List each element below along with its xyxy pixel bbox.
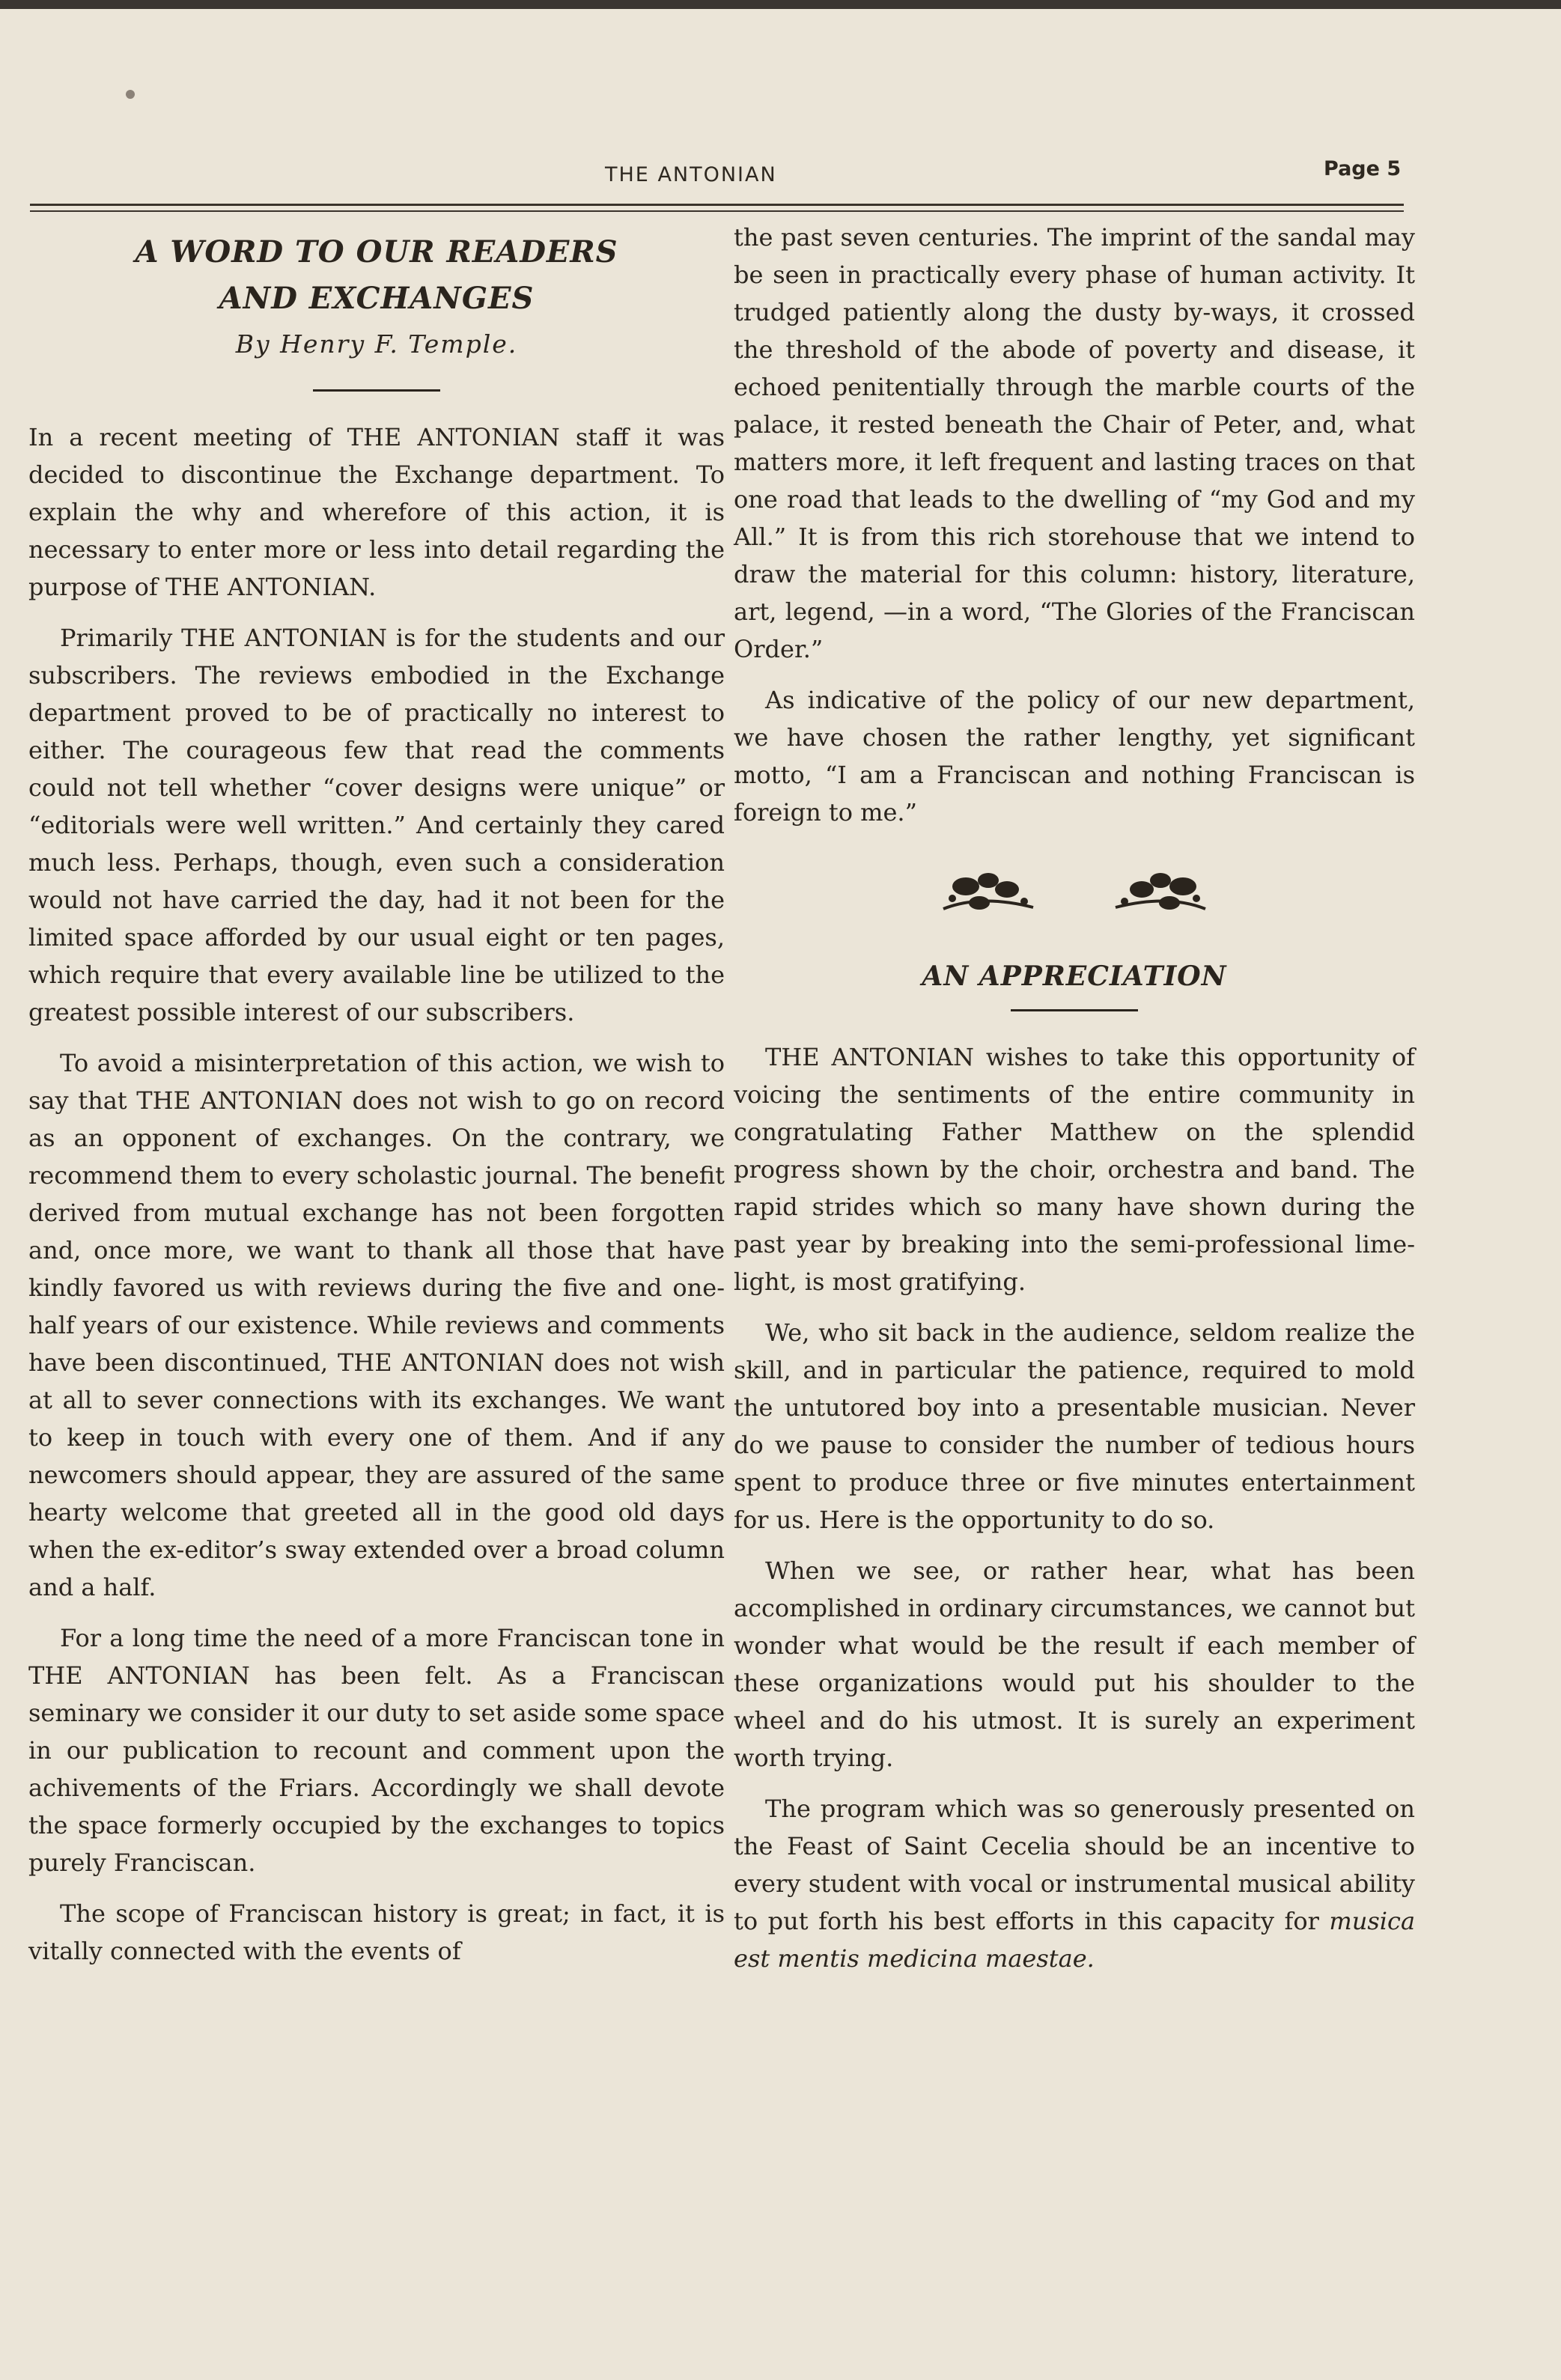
section-ornament bbox=[734, 864, 1415, 924]
section-title-appreciation: AN APPRECIATION bbox=[922, 961, 1227, 992]
running-header bbox=[0, 157, 1561, 201]
article-title-line2: AND EXCHANGES bbox=[219, 281, 535, 316]
appreciation-paragraph-2: We, who sit back in the audience, seldom realize the skill, and in particular the patience, required to mold the untutored boy into a presentable musician. Never do we pause to consider the number of tedious hours spent to produce three or five minutes entertainment for us. Here is the opportunity to do so. bbox=[734, 1318, 1415, 1534]
appreciation-paragraph-3: When we see, or rather hear, what has been accomplished in ordinary circumstances, we cannot but wonder what would be the result if each member of these organizations would put his shoulder to the wheel and do his utmost. It is surely an experiment worth trying. bbox=[734, 1556, 1415, 1772]
page-number: Page 5 bbox=[1324, 157, 1402, 180]
article-paragraph-5: The scope of Franciscan history is great; in fact, it is vitally connected with the events of bbox=[28, 1899, 725, 1965]
scan-top-edge bbox=[0, 0, 1561, 9]
floral-ornament-icon bbox=[936, 864, 1041, 924]
article-paragraph-3: To avoid a misinterpretation of this action, we wish to say that THE ANTONIAN does not wish to go on record as an opponent of exchanges. On the contrary, we recommend them to every scholastic journal. The benefit derived from mutual exchange has not been forgotten and, once more, we want to thank all those that have kindly favored us with reviews during the five and one-half years of our existence. While reviews and comments have been discontinued, THE ANTONIAN does not wish at all to sever connections with its exchanges. We want to keep in touch with every one of them. And if any newcomers should appear, they are assured of the same hearty welcome that greeted all in the good old days when the ex-editor’s sway extended over a broad column and a half. bbox=[28, 1049, 725, 1601]
appreciation-paragraph-4-text: The program which was so generously presented on the Feast of Saint Cecelia should be an incentive to every student with vocal or instrumental musical ability to put forth his best efforts in this capacity for bbox=[734, 1795, 1415, 1935]
page-blemish bbox=[126, 90, 135, 99]
section-separator bbox=[1011, 1009, 1138, 1011]
article-paragraph-5-continued: the past seven centuries. The imprint of the sandal may be seen in practically every phase of human activity. It trudged patiently along the dusty by-ways, it crossed the threshold of the abode of poverty and disease, it echoed penitentially through the marble courts of the palace, it rested beneath the Chair of Peter, and, what matters more, it left frequent and lasting traces on that one road that leads to the dwelling of “my God and my All.” It is from this rich storehouse that we intend to draw the material for this column: history, literature, art, legend, —in a word, “The Glories of the Franciscan Order.” bbox=[734, 223, 1415, 663]
article-paragraph-4: For a long time the need of a more Franciscan tone in THE ANTONIAN has been felt. As a Franciscan seminary we consider it our duty to set aside some space in our publication to recount and comment upon the achivements of the Friars. Accordingly we shall devote the space formerly occupied by the exchanges to topics purely Franciscan. bbox=[28, 1624, 725, 1877]
latin-motto: musica est mentis medicina maestae. bbox=[734, 1907, 1416, 1973]
article-paragraph-2: Primarily THE ANTONIAN is for the students and our subscribers. The reviews embodied in the Exchange department proved to be of practically no interest to either. The courageous few that read the comments could not tell whether “cover designs were unique” or “editorials were well written.” And certainly they cared much less. Perhaps, though, even such a consideration would not have carried the day, had it not been for the limited space afforded by our usual eight or ten pages, which require that every available line be utilized to the greatest possible interest of our subscribers. bbox=[28, 624, 725, 1026]
appreciation-paragraph-1: THE ANTONIAN wishes to take this opportunity of voicing the sentiments of the entire community in congratulating Father Matthew on the splendid progress shown by the choir, orchestra and band. The rapid strides which so many have shown during the past year by breaking into the semi-professional lime-light, is most gratifying. bbox=[734, 1043, 1415, 1296]
appreciation-paragraph-4 bbox=[734, 1790, 1415, 1977]
floral-ornament-icon bbox=[1108, 864, 1213, 924]
running-title: THE ANTONIAN bbox=[605, 163, 777, 186]
article-paragraph-1: In a recent meeting of THE ANTONIAN staff it was decided to discontinue the Exchange department. To explain the why and wherefore of this action, it is necessary to enter more or less into detail regarding the purpose of THE ANTONIAN. bbox=[28, 423, 725, 601]
article-paragraph-6: As indicative of the policy of our new department, we have chosen the rather lengthy, yet significant motto, “I am a Franciscan and nothing Franciscan is foreign to me.” bbox=[734, 686, 1415, 827]
header-rule bbox=[30, 204, 1404, 206]
header-rule-double bbox=[30, 210, 1404, 212]
title-separator bbox=[313, 389, 440, 392]
left-column bbox=[28, 229, 725, 1983]
article-title-line1: A WORD TO OUR READERS bbox=[135, 234, 618, 270]
right-column bbox=[734, 219, 1415, 1991]
byline: By Henry F. Temple. bbox=[235, 329, 518, 359]
